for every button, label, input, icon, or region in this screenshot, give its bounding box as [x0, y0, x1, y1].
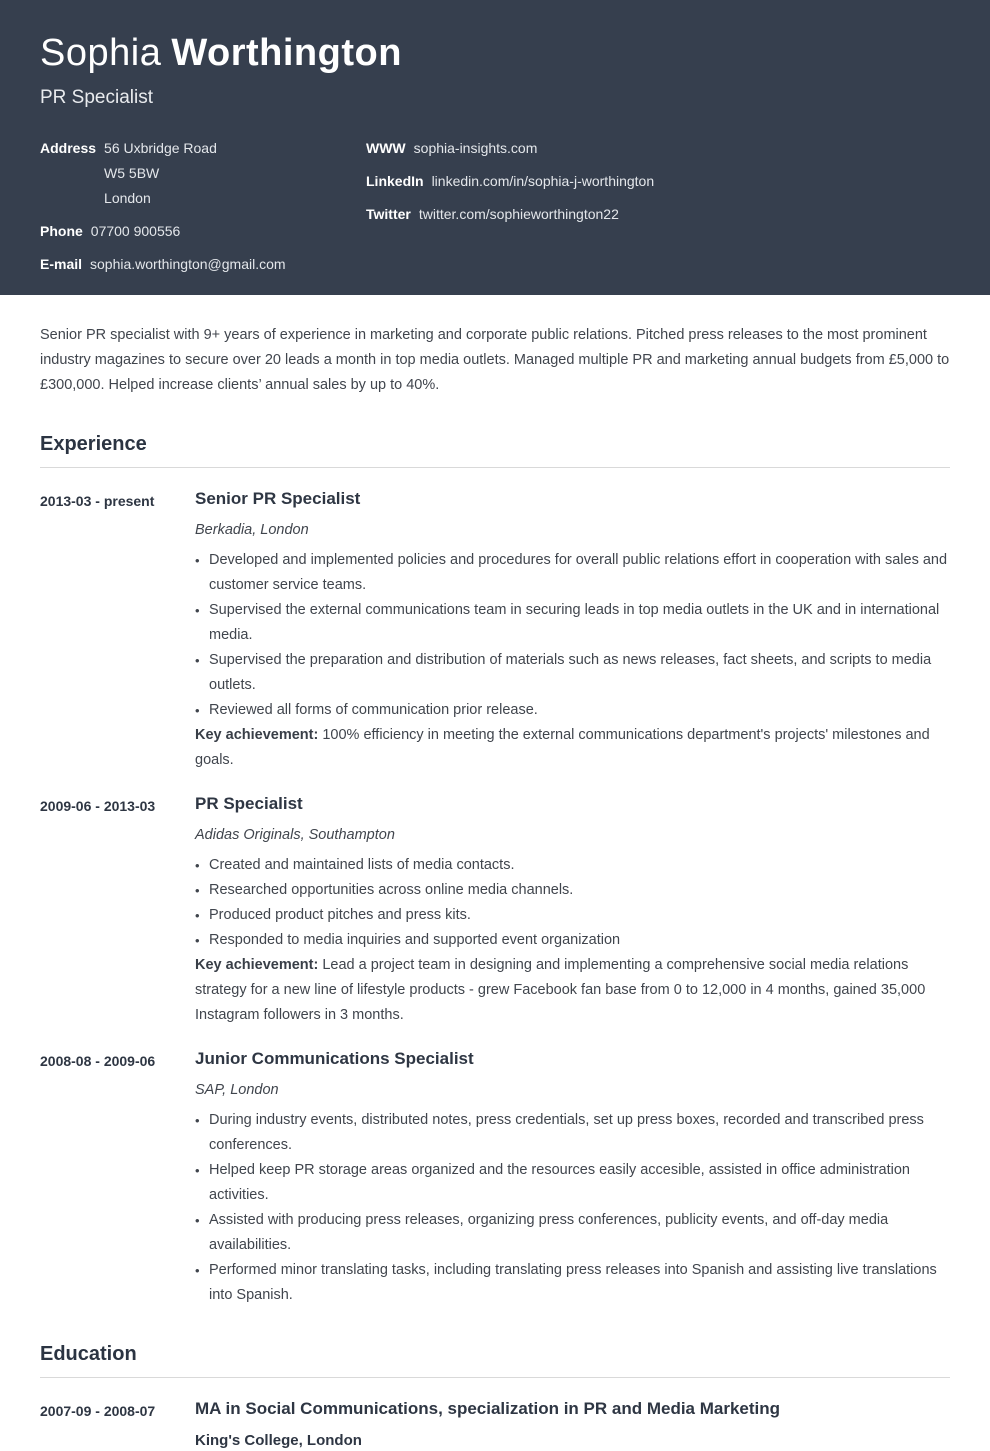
email-value: sophia.worthington@gmail.com [90, 256, 286, 272]
education-entry [40, 1398, 950, 1451]
twitter-label: Twitter [366, 206, 411, 222]
address-value [104, 136, 217, 211]
resume-header [0, 0, 990, 295]
entry-dates: 2013-03 - present [40, 493, 155, 509]
entry-company: Berkadia, London [195, 522, 309, 538]
entry-body [195, 488, 950, 773]
entry-body [195, 1048, 950, 1308]
experience-entry [40, 793, 950, 1028]
linkedin-label: LinkedIn [366, 173, 424, 189]
www-value: sophia-insights.com [413, 140, 538, 156]
bullet-item: • During industry events, distributed notes, press credentials, set up press boxes, recorded and transcribed press conferences. [195, 1108, 950, 1158]
contact-phone-row [40, 219, 366, 244]
email-label: E-mail [40, 256, 83, 272]
entry-bullet-list [195, 1108, 950, 1308]
contact-twitter-row [366, 202, 950, 227]
entry-degree-title: MA in Social Communications, specialization in PR and Media Marketing [195, 1399, 781, 1418]
entry-body [195, 793, 950, 1028]
bullet-item: • Researched opportunities across online media channels. [195, 878, 950, 903]
section-heading-education: Education [40, 1342, 950, 1378]
candidate-job-title: PR Specialist [40, 87, 153, 108]
first-name: Sophia [40, 32, 162, 74]
key-achievement [195, 723, 950, 773]
key-achievement [195, 953, 950, 1028]
address-line-2: W5 5BW [104, 165, 160, 181]
candidate-name [40, 30, 950, 76]
address-label: Address [40, 140, 97, 156]
key-achievement-text: 100% efficiency in meeting the external communications department's projects' milestones and goals. [195, 727, 930, 768]
bullet-item: • Produced product pitches and press kits. [195, 903, 950, 928]
key-achievement-label: Key achievement: [195, 727, 319, 743]
section-heading-experience: Experience [40, 432, 950, 468]
bullet-item: • Supervised the external communications team in securing leads in top media outlets in the UK and in international media. [195, 598, 950, 648]
bullet-item: • Assisted with producing press releases, organizing press conferences, publicity events, and off-day media availabilities. [195, 1208, 950, 1258]
bullet-item: • Helped keep PR storage areas organized and the resources easily accesible, assisted in office administration activities. [195, 1158, 950, 1208]
twitter-value: twitter.com/sophieworthington22 [418, 206, 619, 222]
contact-column-right [366, 136, 950, 277]
profile-summary: Senior PR specialist with 9+ years of experience in marketing and corporate public relations. Pitched press releases to the most prominent industry magazines to secure over 20 leads a month in top media outlets. Managed multiple PR and marketing annual budgets from £5,000 to £300,000. Helped increase clients’ annual sales by up to 40%. [40, 327, 950, 393]
bullet-item: • Developed and implemented policies and procedures for overall public relations effort in cooperation with sales and customer service teams. [195, 548, 950, 598]
entry-bullet-list [195, 548, 950, 723]
entry-body [195, 1398, 950, 1451]
bullet-item: • Performed minor translating tasks, including translating press releases into Spanish and assisting live translations into Spanish. [195, 1258, 950, 1308]
entry-job-title: Senior PR Specialist [195, 489, 361, 508]
entry-dates: 2007-09 - 2008-07 [40, 1403, 156, 1419]
contact-www-row [366, 136, 950, 161]
resume-body [0, 323, 990, 1451]
entry-school: King's College, London [195, 1432, 362, 1449]
entry-bullet-list [195, 853, 950, 953]
phone-label: Phone [40, 223, 83, 239]
bullet-item: • Reviewed all forms of communication prior release. [195, 698, 950, 723]
key-achievement-label: Key achievement: [195, 957, 319, 973]
phone-value: 07700 900556 [90, 223, 181, 239]
entry-company: SAP, London [195, 1082, 279, 1098]
contact-address-row [40, 136, 366, 211]
entry-dates: 2008-08 - 2009-06 [40, 1053, 156, 1069]
bullet-item: • Created and maintained lists of media contacts. [195, 853, 950, 878]
entry-job-title: PR Specialist [195, 794, 303, 813]
bullet-item: • Supervised the preparation and distribution of materials such as news releases, fact sheets, and scripts to media outlets. [195, 648, 950, 698]
entry-dates: 2009-06 - 2013-03 [40, 798, 156, 814]
experience-entry [40, 488, 950, 773]
entry-job-title: Junior Communications Specialist [195, 1049, 474, 1068]
contact-column-left [40, 136, 366, 277]
address-line-1: 56 Uxbridge Road [104, 140, 217, 156]
entry-company: Adidas Originals, Southampton [195, 827, 395, 843]
last-name: Worthington [171, 32, 402, 74]
experience-entry [40, 1048, 950, 1308]
key-achievement-text: Lead a project team in designing and implementing a comprehensive social media relations strategy for a new line of lifestyle products - grew Facebook fan base from 0 to 12,000 in 4 months, gained 35,000 Instagram followers in 3 months. [195, 957, 926, 1023]
www-label: WWW [366, 140, 406, 156]
linkedin-value: linkedin.com/in/sophia-j-worthington [431, 173, 655, 189]
bullet-item: • Responded to media inquiries and supported event organization [195, 928, 950, 953]
contact-linkedin-row [366, 169, 950, 194]
contact-email-row [40, 252, 366, 277]
contact-info [40, 136, 950, 277]
address-line-3: London [104, 190, 151, 206]
